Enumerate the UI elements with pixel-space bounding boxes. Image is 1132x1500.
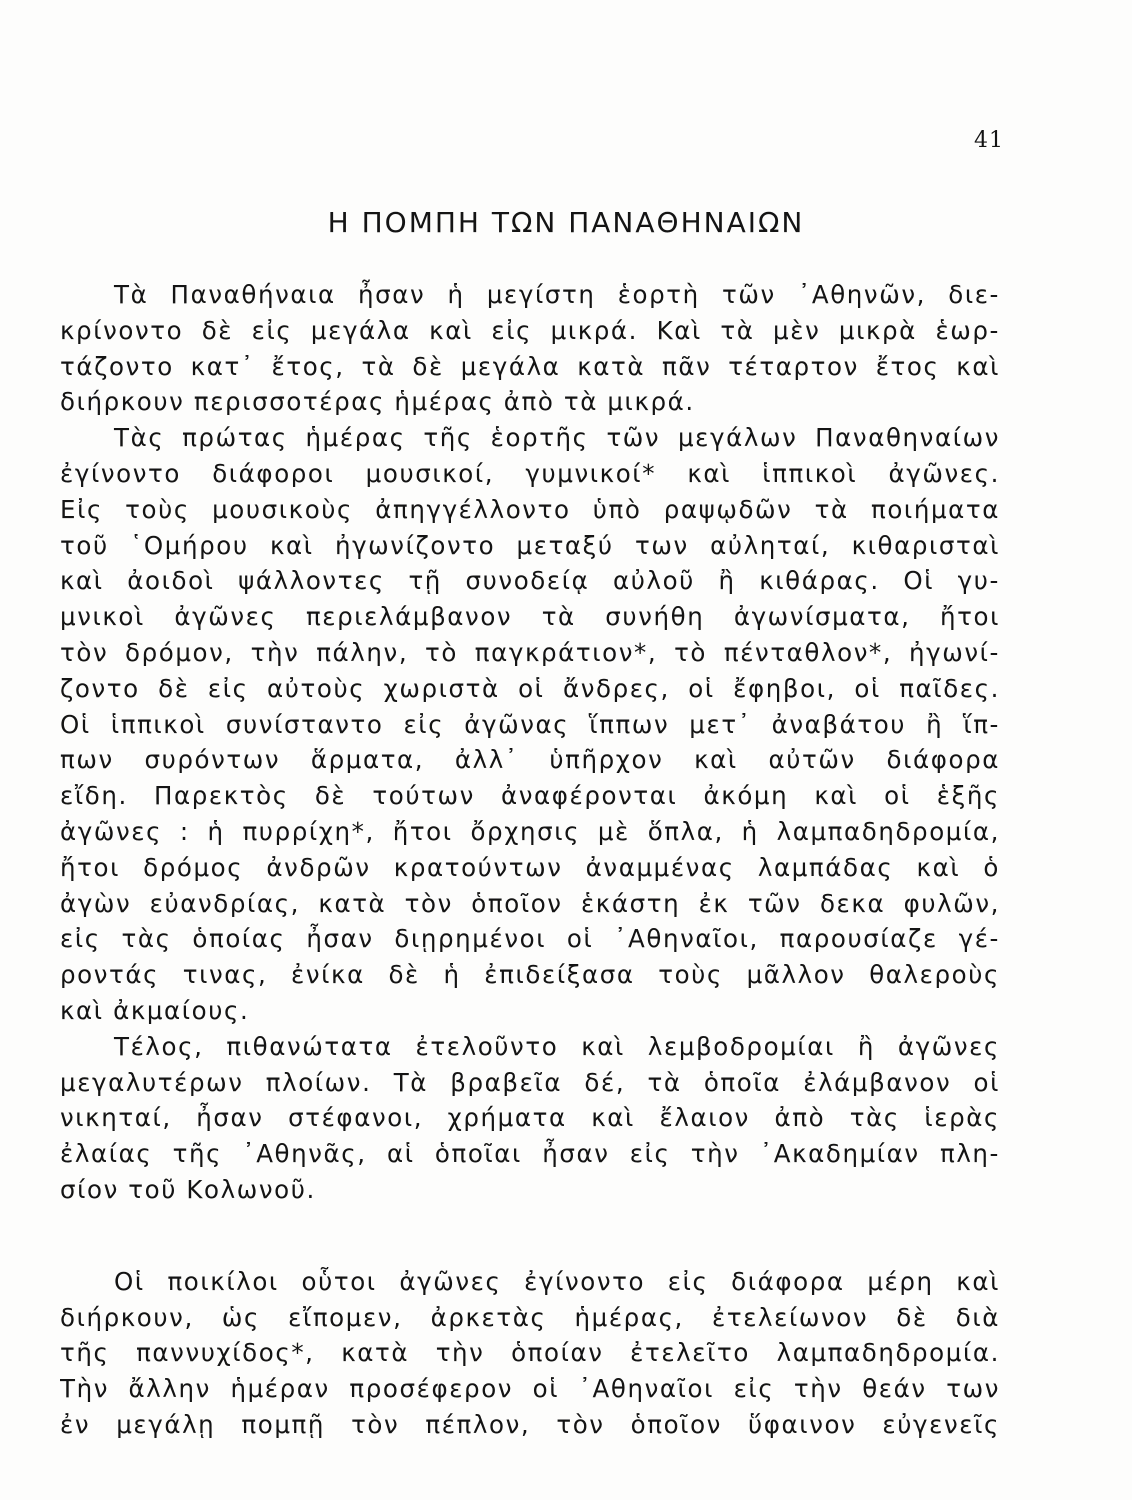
- text-line: μνικοὶ ἀγῶνες περιελάμβανον τὰ συνήθη ἀγωνίσματα, ἤτοι: [60, 602, 1000, 632]
- text-line: τάζοντο κατ᾿ ἔτος, τὰ δὲ μεγάλα κατὰ πᾶν τέταρτον ἔτος καὶ: [60, 351, 1000, 381]
- text-line: ροντάς τινας, ἐνίκα δὲ ἡ ἐπιδείξασα τοὺς μᾶλλον θαλεροὺς: [60, 960, 1000, 990]
- text-line: καὶ ἀκμαίους.: [60, 995, 250, 1025]
- text-line: εἰς τὰς ὁποίας ἦσαν διῃρημένοι οἱ ᾿Αθηναῖοι, παρουσίαζε γέ-: [60, 924, 1000, 954]
- text-line: Εἰς τοὺς μουσικοὺς ἀπηγγέλλοντο ὑπὸ ραψῳδῶν τὰ ποιήματα: [60, 494, 1000, 524]
- text-line: Τὰ Παναθήναια ἦσαν ἡ μεγίστη ἑορτὴ τῶν ᾿Αθηνῶν, διε-: [114, 280, 1000, 309]
- text-line: ἐγίνοντο διάφοροι μουσικοί, γυμνικοί* καὶ ἱππικοὶ ἀγῶνες.: [60, 458, 1000, 488]
- text-line: νικηταί, ἦσαν στέφανοι, χρήματα καὶ ἔλαιον ἀπὸ τὰς ἱερὰς: [60, 1103, 1000, 1133]
- text-line: καὶ ἀοιδοὶ ψάλλοντες τῇ συνοδείᾳ αὐλοῦ ἢ κιθάρας. Οἱ γυ-: [60, 566, 1000, 596]
- text-line: εἴδη. Παρεκτὸς δὲ τούτων ἀναφέρονται ἀκόμη καὶ οἱ ἑξῆς: [60, 781, 1000, 811]
- text-line: Τὴν ἄλλην ἡμέραν προσέφερον οἱ ᾿Αθηναῖοι εἰς τὴν θεάν των: [60, 1374, 1000, 1404]
- text-line: πων συρόντων ἅρματα, ἀλλ᾿ ὑπῆρχον καὶ αὐτῶν διάφορα: [60, 745, 1000, 775]
- text-line: ἀγῶνες : ἡ πυρρίχη*, ἤτοι ὄρχησις μὲ ὅπλα, ἡ λαμπαδηδρομία,: [60, 816, 1000, 846]
- text-line: Οἱ ποικίλοι οὗτοι ἀγῶνες ἐγίνοντο εἰς διάφορα μέρη καὶ: [114, 1266, 1000, 1296]
- text-line: ἤτοι δρόμος ἀνδρῶν κρατούντων ἀναμμένας λαμπάδας καὶ ὁ: [60, 852, 1000, 882]
- chapter-title: Η ΠΟΜΠΗ ΤΩΝ ΠΑΝΑΘΗΝΑΙΩΝ: [327, 206, 805, 239]
- text-line: ἀγὼν εὐανδρίας, κατὰ τὸν ὁποῖον ἑκάστη ἐκ τῶν δεκα φυλῶν,: [60, 888, 1000, 918]
- text-line: τὸν δρόμον, τὴν πάλην, τὸ παγκράτιον*, τὸ πένταθλον*, ἠγωνί-: [60, 637, 1000, 667]
- text-line: μεγαλυτέρων πλοίων. Τὰ βραβεῖα δέ, τὰ ὁποῖα ἐλάμβανον οἱ: [60, 1067, 1000, 1097]
- text-line: σίον τοῦ Κολωνοῦ.: [60, 1174, 316, 1204]
- text-line: τοῦ ῾Ομήρου καὶ ἠγωνίζοντο μεταξύ των αὐληταί, κιθαρισταὶ: [60, 530, 1000, 560]
- paragraph-gap: [60, 1208, 1000, 1264]
- text-line: κρίνοντο δὲ εἰς μεγάλα καὶ εἰς μικρά. Καὶ τὰ μὲν μικρὰ ἑωρ-: [60, 315, 1000, 345]
- text-line: ἐλαίας τῆς ᾿Αθηνᾶς, αἱ ὁποῖαι ἦσαν εἰς τὴν ᾿Ακαδημίαν πλη-: [60, 1139, 1000, 1169]
- text-line: Τὰς πρώτας ἡμέρας τῆς ἑορτῆς τῶν μεγάλων Παναθηναίων: [114, 423, 1000, 453]
- text-line: διήρκουν, ὡς εἴπομεν, ἀρκετὰς ἡμέρας, ἐτελείωνον δὲ διὰ: [60, 1302, 1000, 1332]
- body-text: [60, 277, 1000, 1443]
- text-line: ἐν μεγάλῃ πομπῇ τὸν πέπλον, τὸν ὁποῖον ὕφαινον εὐγενεῖς: [60, 1409, 1000, 1439]
- text-line: διήρκουν περισσοτέρας ἡμέρας ἀπὸ τὰ μικρά.: [60, 387, 695, 417]
- text-line: Οἱ ἱππικοὶ συνίσταντο εἰς ἀγῶνας ἵππων μετ᾿ ἀναβάτου ἢ ἵπ-: [60, 709, 1000, 739]
- text-line: τῆς παννυχίδος*, κατὰ τὴν ὁποίαν ἐτελεῖτο λαμπαδηδρομία.: [60, 1338, 1000, 1368]
- text-line: Τέλος, πιθανώτατα ἐτελοῦντο καὶ λεμβοδρομίαι ἢ ἀγῶνες: [114, 1031, 1000, 1061]
- page-number: 41: [974, 128, 1004, 153]
- text-line: ζοντο δὲ εἰς αὐτοὺς χωριστὰ οἱ ἄνδρες, οἱ ἔφηβοι, οἱ παῖδες.: [60, 673, 1000, 703]
